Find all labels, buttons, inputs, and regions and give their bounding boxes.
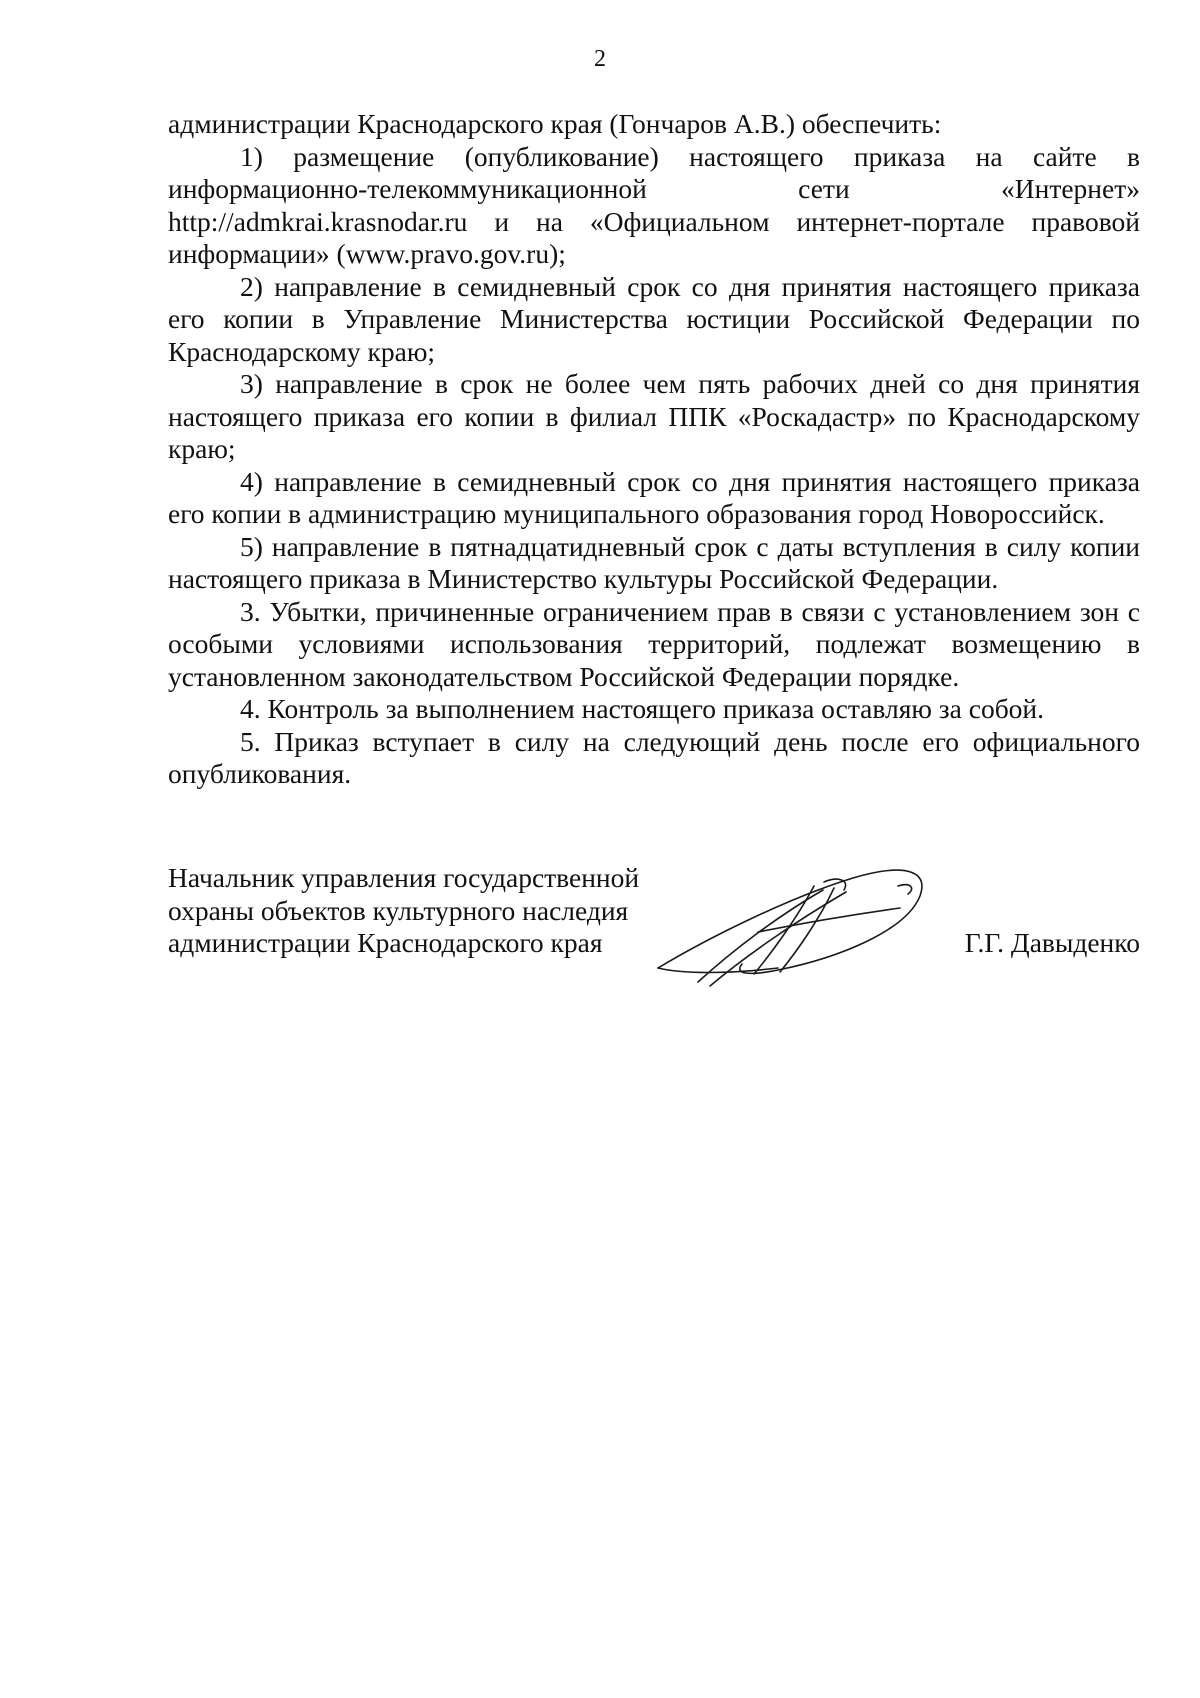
paragraph-item-3: 3) направление в срок не более чем пять рабочих дней со дня принятия настоящего приказа его копии в филиал ППК «Роскадастр» по Краснодарскому краю; — [168, 368, 1140, 464]
signatory-name: Г.Г. Давыденко — [964, 927, 1140, 958]
signatory-position-line-3: администрации Краснодарского края — [168, 927, 603, 958]
paragraph-item-5: 5) направление в пятнадцатидневный срок с даты вступления в силу копии настоящего приказа в Министерство культуры Российской Федерации. — [168, 530, 1140, 594]
signature-block — [168, 862, 1140, 1002]
signatory-position — [168, 862, 639, 960]
paragraph-item-1: 1) размещение (опубликование) настоящего приказа на сайте в информационно-телекоммуникационной сети «Интернет» http://admkrai.krasnodar.ru и на «Официальном интернет-портале правовой информации» (www.pravo.gov.ru); — [168, 140, 1140, 269]
signatory-position-line-2: охраны объектов культурного наследия — [168, 894, 629, 926]
page-number: 2 — [594, 46, 606, 72]
handwritten-signature-icon — [638, 846, 958, 996]
paragraph-clause-4: 4. Контроль за выполнением настоящего приказа оставляю за собой. — [240, 693, 1045, 724]
paragraph-clause-5: 5. Приказ вступает в силу на следующий день после его официального опубликования. — [168, 725, 1140, 789]
signatory-position-line-1: Начальник управления государственной — [168, 862, 640, 893]
paragraph-continuation: администрации Краснодарского края (Гончаров А.В.) обеспечить: — [168, 108, 942, 139]
document-body — [168, 108, 1140, 791]
paragraph-item-4: 4) направление в семидневный срок со дня принятия настоящего приказа его копии в администрацию муниципального образования город Новороссийск. — [168, 465, 1140, 529]
paragraph-clause-3: 3. Убытки, причиненные ограничением прав в связи с установлением зон с особыми условиями использования территорий, подлежат возмещению в установленном законодательством Российской Федерации порядке. — [168, 595, 1140, 692]
paragraph-item-2: 2) направление в семидневный срок со дня принятия настоящего приказа его копии в Управление Министерства юстиции Российской Федерации по Краснодарскому краю; — [168, 270, 1140, 367]
